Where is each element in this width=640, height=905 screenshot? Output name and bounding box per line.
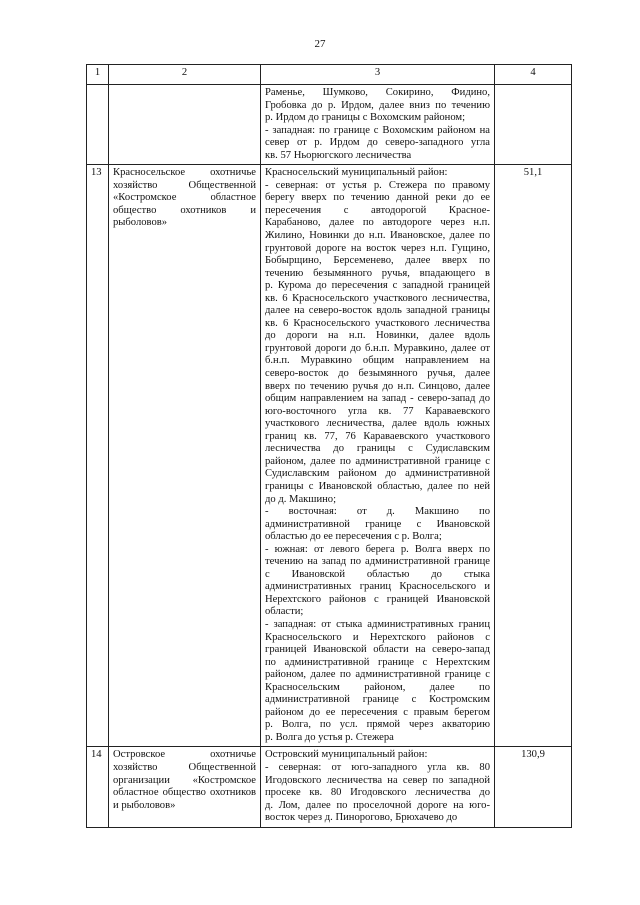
area-value: 51,1 [495, 165, 572, 747]
description-line: областью до ее пересечения с р. Волга; [265, 531, 442, 543]
description-line: Островский муниципальный район: [265, 749, 428, 761]
description-line: кв. 6 Красносельского участкового лесничества, [265, 292, 490, 304]
description-line: кв. 6 Красносельского участкового лесничества [265, 317, 490, 329]
description-line: северо-восток до безымянного ручья, далее [265, 368, 490, 380]
name-line: хозяйство Общественной [113, 761, 256, 773]
name-line: организации «Костромское [113, 774, 256, 786]
description-line: Судиславским районом до административной [265, 468, 490, 480]
description-line: лесничества до границы с Судиславским [265, 443, 490, 455]
description-line: районом, далее по административной границе с [265, 455, 490, 467]
row-number: 13 [87, 165, 109, 747]
name-line: Красносельское охотничье [113, 167, 256, 179]
description-line: с Ивановской областью до стыка [265, 568, 490, 580]
description-line: север от р. Ирдом до северо-западного угла [265, 137, 490, 149]
description-line: границы с Ивановской областью, далее по ней [265, 480, 490, 492]
description-line: административной границе с Ивановской [265, 518, 490, 530]
description-line: до д. Макшино; [265, 493, 337, 505]
description-line: просеке кв. 80 Игодовского лесничества до [265, 787, 490, 799]
description-line: - западная: от стыка административных границ [265, 618, 490, 630]
name-line: рыболовов» [113, 217, 168, 229]
description-line: границей Ивановской области на северо-запад [265, 644, 490, 656]
column-header-3: 3 [261, 65, 495, 85]
description-line: Раменье, Шумково, Сокирино, Фидино, [265, 87, 490, 98]
description-line: далее на северо-восток вдоль западной границы [265, 305, 490, 317]
description-line: районом до ее пересечения с правым берегом [265, 706, 490, 718]
description-line: р. Волга до устья р. Стежера [265, 731, 394, 743]
description-line: административных границ Красносельского и [265, 581, 490, 593]
description-line: границ кв. 77, 76 Караваевского участкового [265, 430, 490, 442]
description-line: административной границе с Костромским [265, 694, 490, 706]
description-line: Бобырщино, Берсеменево, далее вверх по [265, 255, 490, 267]
name-line: областное общество охотников [113, 787, 256, 799]
column-header-4: 4 [495, 65, 572, 85]
description-line: Карабаново, далее по автодороге через н.п. [265, 217, 490, 229]
description-line: Жилино, Новинки до н.п. Ивановское, далее по [265, 230, 490, 242]
description-line: участкового лесничества, далее вдоль южных [265, 418, 490, 430]
name-line: и рыболовов» [113, 799, 176, 811]
boundary-description [261, 165, 495, 747]
description-line: течению на запад по административной границе [265, 556, 490, 568]
description-line: вверх по течению ручья до н.п. Синцово, далее [265, 380, 490, 392]
boundary-description [261, 747, 495, 827]
column-header-1: 1 [87, 65, 109, 85]
description-line: - северная: от устья р. Стежера по правому [265, 179, 490, 191]
name-line: хозяйство Общественной [113, 179, 256, 191]
description-line: Нерехтского районов с границей Ивановской [265, 593, 490, 605]
description-line: области; [265, 606, 304, 618]
name-line: Островское охотничье [113, 749, 256, 761]
table-row [87, 165, 572, 747]
description-line: Красносельский муниципальный район: [265, 167, 448, 179]
description-line: Гробовка до р. Ирдом, далее вниз по течению [265, 99, 490, 111]
description-line: берегу вверх по течению данной реки до ее [265, 192, 490, 204]
hunting-grounds-table [86, 64, 572, 828]
description-line: кв. 57 Ньорюгского лесничества [265, 149, 412, 161]
description-line: - северная: от юго-западного угла кв. 80 [265, 761, 490, 773]
description-line: - южная: от левого берега р. Волга вверх по [265, 543, 490, 555]
description-line: б.н.п. Муравкино общим направлением на [265, 355, 490, 367]
description-line: р. Курома до пересечения с западной границей [265, 280, 490, 292]
area-value: 130,9 [495, 747, 572, 827]
description-line: грунтовой дороги до б.н.п. Муравкино, далее от [265, 342, 490, 354]
description-line: Красносельским районом, далее по [265, 681, 490, 693]
description-line: течению безымянного ручья, впадающего в [265, 267, 490, 279]
name-line: общество охотников и [113, 204, 256, 216]
description-line: по административной границе с Нерехтским [265, 656, 490, 668]
description-line: общим направлением на запад - северо-запад до [265, 393, 490, 405]
row-number: 14 [87, 747, 109, 827]
hunting-ground-name [109, 85, 261, 165]
table-body [87, 65, 572, 828]
row-number [87, 85, 109, 165]
description-line: до дороги на н.п. Новинки, далее вдоль [265, 330, 490, 342]
description-line: восток через д. Пинорогово, Брюхачево до [265, 812, 458, 824]
table-row [87, 747, 572, 827]
hunting-ground-name [109, 747, 261, 827]
table-header-row [87, 65, 572, 85]
column-header-2: 2 [109, 65, 261, 85]
boundary-description [261, 85, 495, 165]
description-line: пересечения с автодорогой Красное- [265, 204, 490, 216]
description-line: - западная: по границе с Вохомским районом на [265, 124, 490, 136]
name-line: «Костромское областное [113, 192, 256, 204]
description-line: грунтовой дороге на восток через н.п. Гущино, [265, 242, 490, 254]
description-line: районом, далее по административной границе с [265, 669, 490, 681]
description-line: р. Ирдом до границы с Вохомским районом; [265, 112, 466, 124]
page-number: 27 [314, 38, 326, 50]
area-value [495, 85, 572, 165]
description-line: - восточная: от д. Макшино по [265, 506, 490, 518]
description-line: Игодовского лесничества на север по западной [265, 774, 490, 786]
description-line: юго-восточного угла кв. 77 Караваевского [265, 405, 490, 417]
table-row [87, 85, 572, 165]
description-line: д. Лом, далее по проселочной дороге на юго- [265, 799, 490, 811]
hunting-ground-name [109, 165, 261, 747]
description-line: Красносельского и Нерехтского районов с [265, 631, 490, 643]
description-line: р. Волга, по усл. прямой через акваторию [265, 719, 490, 731]
